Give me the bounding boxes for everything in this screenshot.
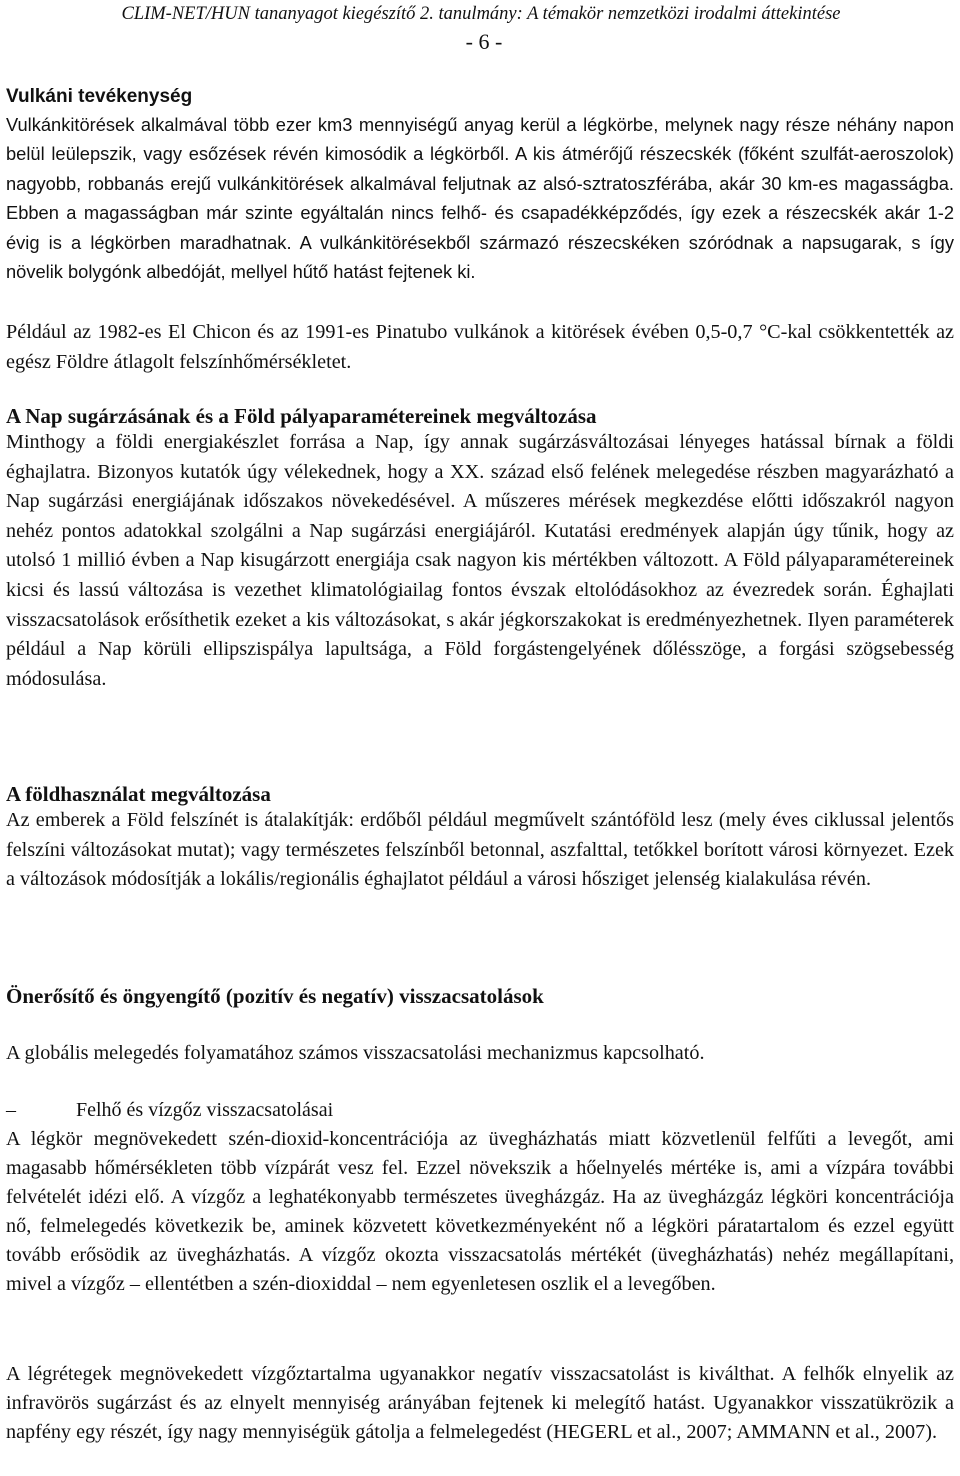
- paragraph-feedbacks-2: A légrétegek megnövekedett vízgőztartalma ugyanakkor negatív visszacsatolást is kiválthat. A felhők elnyelik az infravörös sugárzást és az elnyelt mennyiség arányában fejtenek ki melegítő hatást. Ugyanakkor visszatükrözik a napfény egy részét, így nagy mennyiségük gátolja a felmelegedést (HEGERL et al., 2007; AMMANN et al., 2007).: [6, 1363, 954, 1443]
- bullet-item-cloud-vapor: [6, 1097, 333, 1123]
- section-title-feedbacks: Önerősítő és öngyengítő (pozitív és negatív) visszacsatolások: [6, 984, 544, 1008]
- paragraph-feedbacks-1: A légkör megnövekedett szén-dioxid-koncentrációja az üvegházhatás miatt közvetlenül felfűti a levegőt, ami magasabb hőmérsékleten több vízpárát vesz fel. Ezzel növekszik a hőelnyelés mértéke is, ami a vízpára további felvételét idézi elő. A vízgőz a leghatékonyabb természetes üvegházgáz. Ha az üvegházgáz légköri koncentrációja nő, felmelegedés következik be, aminek közvetett következményeként nő a légköri páratartalom és ezzel együtt tovább erősödik az üvegházhatás. A vízgőz okozta visszacsatolás mértékét (üvegházhatás) nehéz megállapítani, mivel a vízgőz – ellentétben a szén-dioxiddal – nem egyenletesen oszlik el a levegőben.: [6, 1128, 954, 1295]
- paragraph-sun-orbit: Minthogy a földi energiakészlet forrása a Nap, így annak sugárzásváltozásai lényeges hatással bírnak a földi éghajlatra. Bizonyos kutatók úgy vélekednek, hogy a XX. század első felének melegedése részben magyarázható a Nap sugárzási energiájának időszakos növekedésével. A műszeres mérések megkezdése előtti időszakról nagyon nehéz pontos adatokkal szolgálni a Nap sugárzási energiájáról. Kutatási eredmények alapján úgy tűnik, hogy az utolsó 1 millió évben a Nap kisugárzott energiája csak nagyon kis mértékben változott. A Föld pályaparamétereinek kicsi és lassú változása is vezethet klimatológiailag fontos évszak eltolódásokhoz az évezredek során. Éghajlati visszacsatolások erősíthetik ezeket a kis változásokat, s akár jégkorszakokat is eredményezhetnek. Ilyen paraméterek például a Nap körüli ellipszispálya lapultsága, a Föld forgástengelyének dőlésszöge, a forgási szögsebesség módosulása.: [6, 431, 954, 690]
- paragraph-volcanic: Vulkánkitörések alkalmával több ezer km3 mennyiségű anyag kerül a légkörbe, melynek nagy része néhány napon belül leülepszik, vagy esőzések révén kimosódik a légkörből. A kis átmérőjű részecskék (főként szulfát-aeroszolok) nagyobb, robbanás erejű vulkánkitörések alkalmával feljutnak az alsó-sztratoszférába, akár 30 km-es magasságba. Ebben a magasságban már szinte egyáltalán nincs felhő- és csapadékképződés, így ezek a részecskék akár 1-2 évig is a légkörben maradhatnak. A vulkánkitörésekből származó részecskéken szóródnak a napsugarak, s így növelik bolygónk albedóját, mellyel hűtő hatást fejtenek ki.: [6, 114, 954, 283]
- paragraph-land-use: Az emberek a Föld felszínét is átalakítják: erdőből például megművelt szántóföld lesz (mely éves ciklussal jelentős felszíni változásokat mutat); vagy természetes felszínből betonnal, aszfalttal, tetőkkel borított városi környezet. Ezek a változások módosítják a lokális/regionális éghajlatot például a városi hősziget jelenség kialakulása révén.: [6, 809, 954, 891]
- bullet-label: Felhő és vízgőz visszacsatolásai: [76, 1099, 334, 1121]
- page-number: [0, 28, 960, 56]
- page-number-text: - 6 -: [465, 29, 503, 54]
- section-title-land-use: A földhasználat megváltozása: [6, 782, 271, 806]
- paragraph-volcanic-example: Például az 1982-es El Chicon és az 1991-es Pinatubo vulkánok a kitörések évében 0,5-0,7 °C-kal csökkentették az egész Földre átlagolt felszínhőmérsékletet.: [6, 321, 954, 373]
- section-title-volcanic: Vulkáni tevékenység: [6, 86, 193, 107]
- bullet-dash: –: [6, 1099, 16, 1121]
- paragraph-feedbacks-intro: A globális melegedés folyamatához számos visszacsatolási mechanizmus kapcsolható.: [6, 1042, 705, 1064]
- running-header: CLIM-NET/HUN tananyagot kiegészítő 2. tanulmány: A témakör nemzetközi irodalmi áttekintése: [121, 4, 841, 24]
- section-title-sun-orbit: A Nap sugárzásának és a Föld pályaparamétereinek megváltozása: [6, 404, 597, 428]
